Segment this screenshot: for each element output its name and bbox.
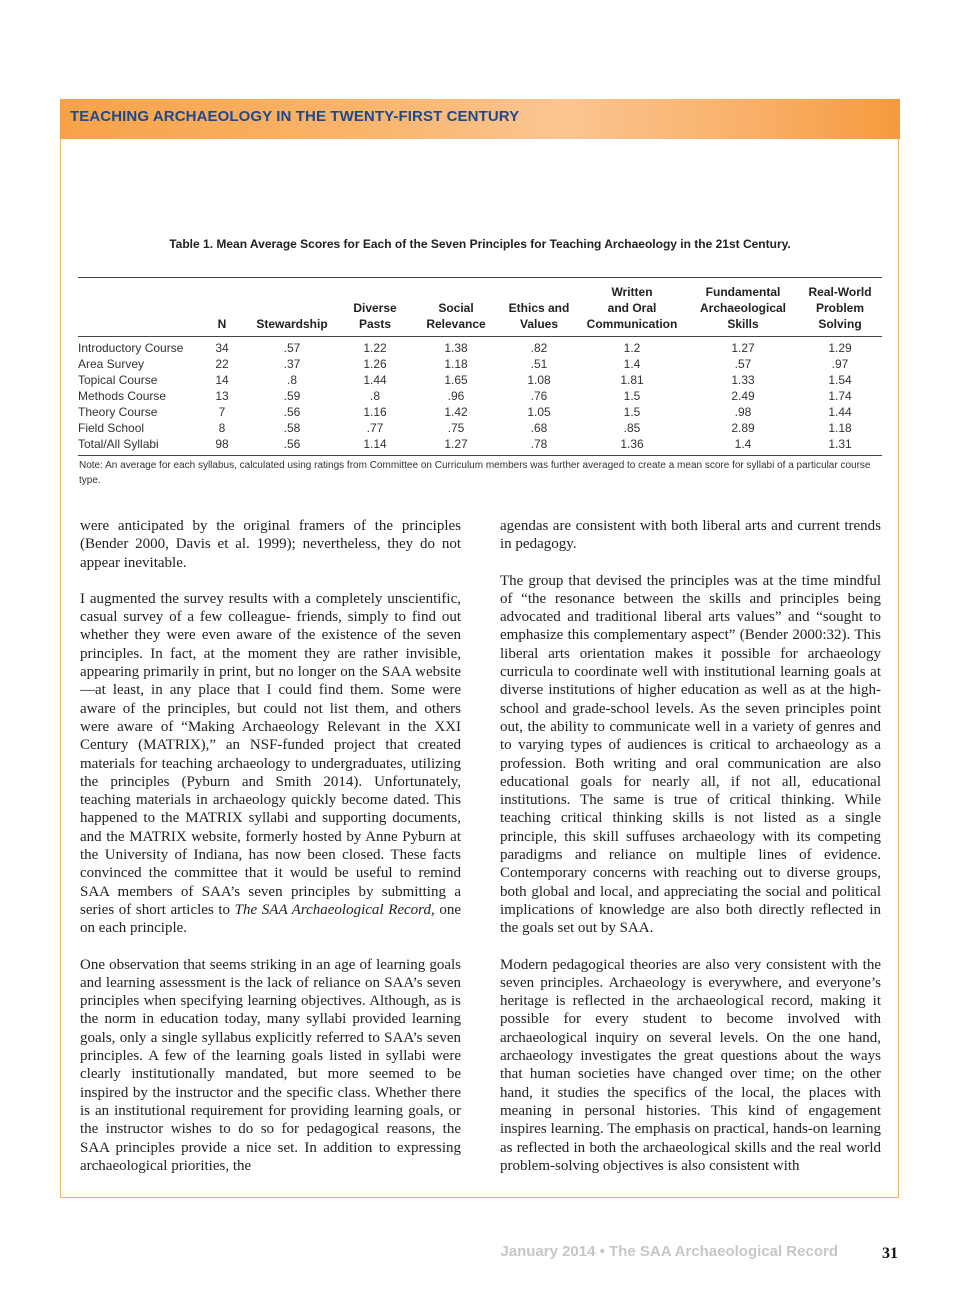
page-number: 31	[882, 1245, 898, 1262]
paragraph: I augmented the survey results with a completely unscientific, casual survey of a few colleague- friends, simply to find out whether they were even aware of the existence of the seven principles. In fact, at the moment they are rather invisible, appearing primarily in print, but no longer on the SAA website—at least, in any place that I could find them. Some were aware of the principles, but could not list them, and others were aware of “Making Archaeology Relevant in the XXI Century (MATRIX),” an NSF-funded project that created materials for teaching archaeology to undergraduates, utilizing the principles (Pyburn and Smith 2014). Unfortunately, teaching materials in archaeology quickly become dated. This happened to the MATRIX syllabi and supporting documents, and the MATRIX website, formerly hosted by Anne Pyburn at the University of Indiana, has now been closed. These facts convinced the committee that it would be useful to remind SAA members of SAA’s seven principles by submitting a series of short articles to The SAA Archaeological Record, one on each principle.	[80, 590, 461, 937]
table-row	[78, 388, 882, 404]
table-cell: 1.27	[731, 341, 755, 355]
row-label: Methods Course	[78, 389, 167, 403]
table-cell: 1.38	[444, 341, 468, 355]
table-cell: 2.89	[731, 421, 755, 435]
column-header: Diverse Pasts	[353, 301, 397, 331]
table-cell: 1.36	[620, 437, 644, 451]
left-column	[80, 517, 461, 1193]
paragraph: were anticipated by the original framers of the principles (Bender 2000, Davis et al. 1999); nevertheless, they do not appear inevitable.	[80, 518, 461, 571]
table-cell: .58	[283, 421, 301, 435]
table-cell: 1.18	[828, 421, 852, 435]
row-label: Theory Course	[78, 405, 158, 419]
table-cell: .57	[734, 357, 752, 371]
table-note: Note: An average for each syllabus, calculated using ratings from Committee on Curriculum members was further averaged to create a mean score for syllabi of a particular course type.	[79, 460, 871, 486]
table-cell: 1.16	[363, 405, 387, 419]
table-cell: 1.44	[363, 373, 387, 387]
table-cell: 1.27	[444, 437, 468, 451]
table-cell: 1.81	[620, 373, 644, 387]
table-cell: .96	[447, 389, 465, 403]
table-cell: 1.2	[623, 341, 641, 355]
table-cell: 1.42	[444, 405, 468, 419]
table-cell: 98	[215, 437, 229, 451]
column-header: Fundamental Archaeological Skills	[699, 285, 787, 331]
table-cell: 34	[215, 341, 229, 355]
column-header: Social Relevance	[426, 301, 486, 331]
row-label: Total/All Syllabi	[78, 437, 159, 451]
table-cell: 1.44	[828, 405, 852, 419]
right-column	[500, 517, 881, 1193]
journal-title: The SAA Archaeological Record	[234, 901, 431, 918]
table-cell: .8	[369, 389, 380, 403]
row-label: Area Survey	[78, 357, 145, 371]
table-row	[78, 372, 882, 388]
table-cell: 1.08	[527, 373, 551, 387]
row-label: Introductory Course	[78, 341, 184, 355]
table-cell: .98	[734, 405, 752, 419]
row-label: Topical Course	[78, 373, 158, 387]
paragraph: Modern pedagogical theories are also very consistent with the seven principles. Archaeology is everywhere, and everyone’s heritage is reflected in the archaeological record, making it possible for every student to become involved with archaeological inquiry on several levels. On the one hand, archaeology investigates the great questions about the ways that human societies have changed over time; on the other hand, it studies the specifics of the local, the places with meaning in personal histories. This kind of engagement inspires learning. The emphasis on practical, hands-on learning as reflected in both the archaeological skills and the real world problem-solving objectives is also consistent with	[500, 956, 881, 1174]
table-cell: .8	[286, 373, 297, 387]
table-cell: 14	[215, 373, 229, 387]
table-cell: 1.5	[623, 405, 641, 419]
section-title: TEACHING ARCHAEOLOGY IN THE TWENTY-FIRST CENTURY	[70, 108, 520, 125]
table-cell: 1.4	[623, 357, 641, 371]
table-header-row	[78, 278, 882, 337]
table-cell: .57	[283, 341, 301, 355]
table-cell: 1.31	[828, 437, 852, 451]
table-cell: 7	[218, 405, 226, 419]
table-cell: 1.5	[623, 389, 641, 403]
table-cell: 13	[215, 389, 229, 403]
column-header: Ethics and Values	[508, 301, 570, 331]
table-cell: .97	[831, 357, 849, 371]
column-header: Stewardship	[256, 317, 328, 331]
table-cell: .37	[283, 357, 301, 371]
table-row	[78, 420, 882, 436]
table-cell: 1.26	[363, 357, 387, 371]
section-banner	[60, 99, 900, 139]
table-cell: 1.22	[363, 341, 387, 355]
table-cell: .56	[283, 405, 301, 419]
table-cell: 1.18	[444, 357, 468, 371]
paragraph: agendas are consistent with both liberal arts and current trends in pedagogy.	[500, 518, 881, 553]
table-cell: 1.33	[731, 373, 755, 387]
column-header: Written and Oral Communication	[586, 285, 678, 331]
table-cell: .51	[530, 357, 548, 371]
header-blank	[78, 278, 200, 337]
table-cell: .76	[530, 389, 548, 403]
table-cell: 1.4	[734, 437, 752, 451]
paragraph: One observation that seems striking in an age of learning goals and learning assessment is the lack of reliance on SAA’s seven principles when specifying learning objectives. Although, as is the norm in education today, many syllabi provided learning goals, only a single syllabus explicitly referred to SAA’s seven principles. A few of the learning goals listed in syllabi were clearly institutionally mandated, but more seemed to be inspired by the instructor and the specific class. Whether there is an institutional requirement for providing learning goals, or the instructor wishes to do so for pedagogical reasons, the SAA principles provide a nice set. In addition to expressing archaeological priorities, the	[80, 956, 461, 1174]
column-header: N	[217, 317, 227, 331]
table-cell: .75	[447, 421, 465, 435]
footer-journal-title: January 2014 • The SAA Archaeological Record	[500, 1243, 838, 1260]
table-cell: .77	[366, 421, 384, 435]
scores-table	[78, 277, 882, 456]
paragraph: The group that devised the principles was at the time mindful of “the resonance between the skills and principles being advocated and traditional liberal arts values” and “sought to emphasize this complementary aspect” (Bender 2000:32). This liberal arts orientation makes it possible for archaeology curricula to coordinate well with institutional learning goals at diverse institutions of higher education as well as at the high-school and grade-school levels. As the seven principles point out, the ability to communicate well in a variety of genres and to varying types of audiences is critical to archaeology as a profession. Both writing and oral communication are also educational goals for nearly all, if not all, educational institutions. The same is true of critical thinking. While teaching critical thinking skills is not listed as a single principle, this skill suffuses archaeology with its competing paradigms and reliance on multiple lines of evidence. Contemporary concerns with reaching out to diverse groups, both global and local, and appreciating the social and political implications of knowledge are also both directly reflected in the goals set out by SAA.	[500, 572, 881, 937]
table-cell: 1.14	[363, 437, 387, 451]
table-row	[78, 404, 882, 420]
table-cell: 22	[215, 357, 229, 371]
table-caption: Table 1. Mean Average Scores for Each of the Seven Principles for Teaching Archaeology in the 21st Century.	[169, 237, 791, 251]
table-cell: 1.74	[828, 389, 852, 403]
column-header: Real-World Problem Solving	[808, 285, 872, 331]
table-cell: 1.65	[444, 373, 468, 387]
table-cell: .68	[530, 421, 548, 435]
table-cell: 8	[218, 421, 226, 435]
table-cell: .82	[530, 341, 548, 355]
table-cell: 1.29	[828, 341, 852, 355]
table-row	[78, 356, 882, 372]
table-cell: .59	[283, 389, 301, 403]
table-cell: .56	[283, 437, 301, 451]
table-cell: 1.05	[527, 405, 551, 419]
table-row-total	[78, 436, 882, 456]
table-cell: 2.49	[731, 389, 755, 403]
table-cell: 1.54	[828, 373, 852, 387]
table-cell: .78	[530, 437, 548, 451]
row-label: Field School	[78, 421, 145, 435]
table-row	[78, 337, 882, 357]
table-cell: .85	[623, 421, 641, 435]
